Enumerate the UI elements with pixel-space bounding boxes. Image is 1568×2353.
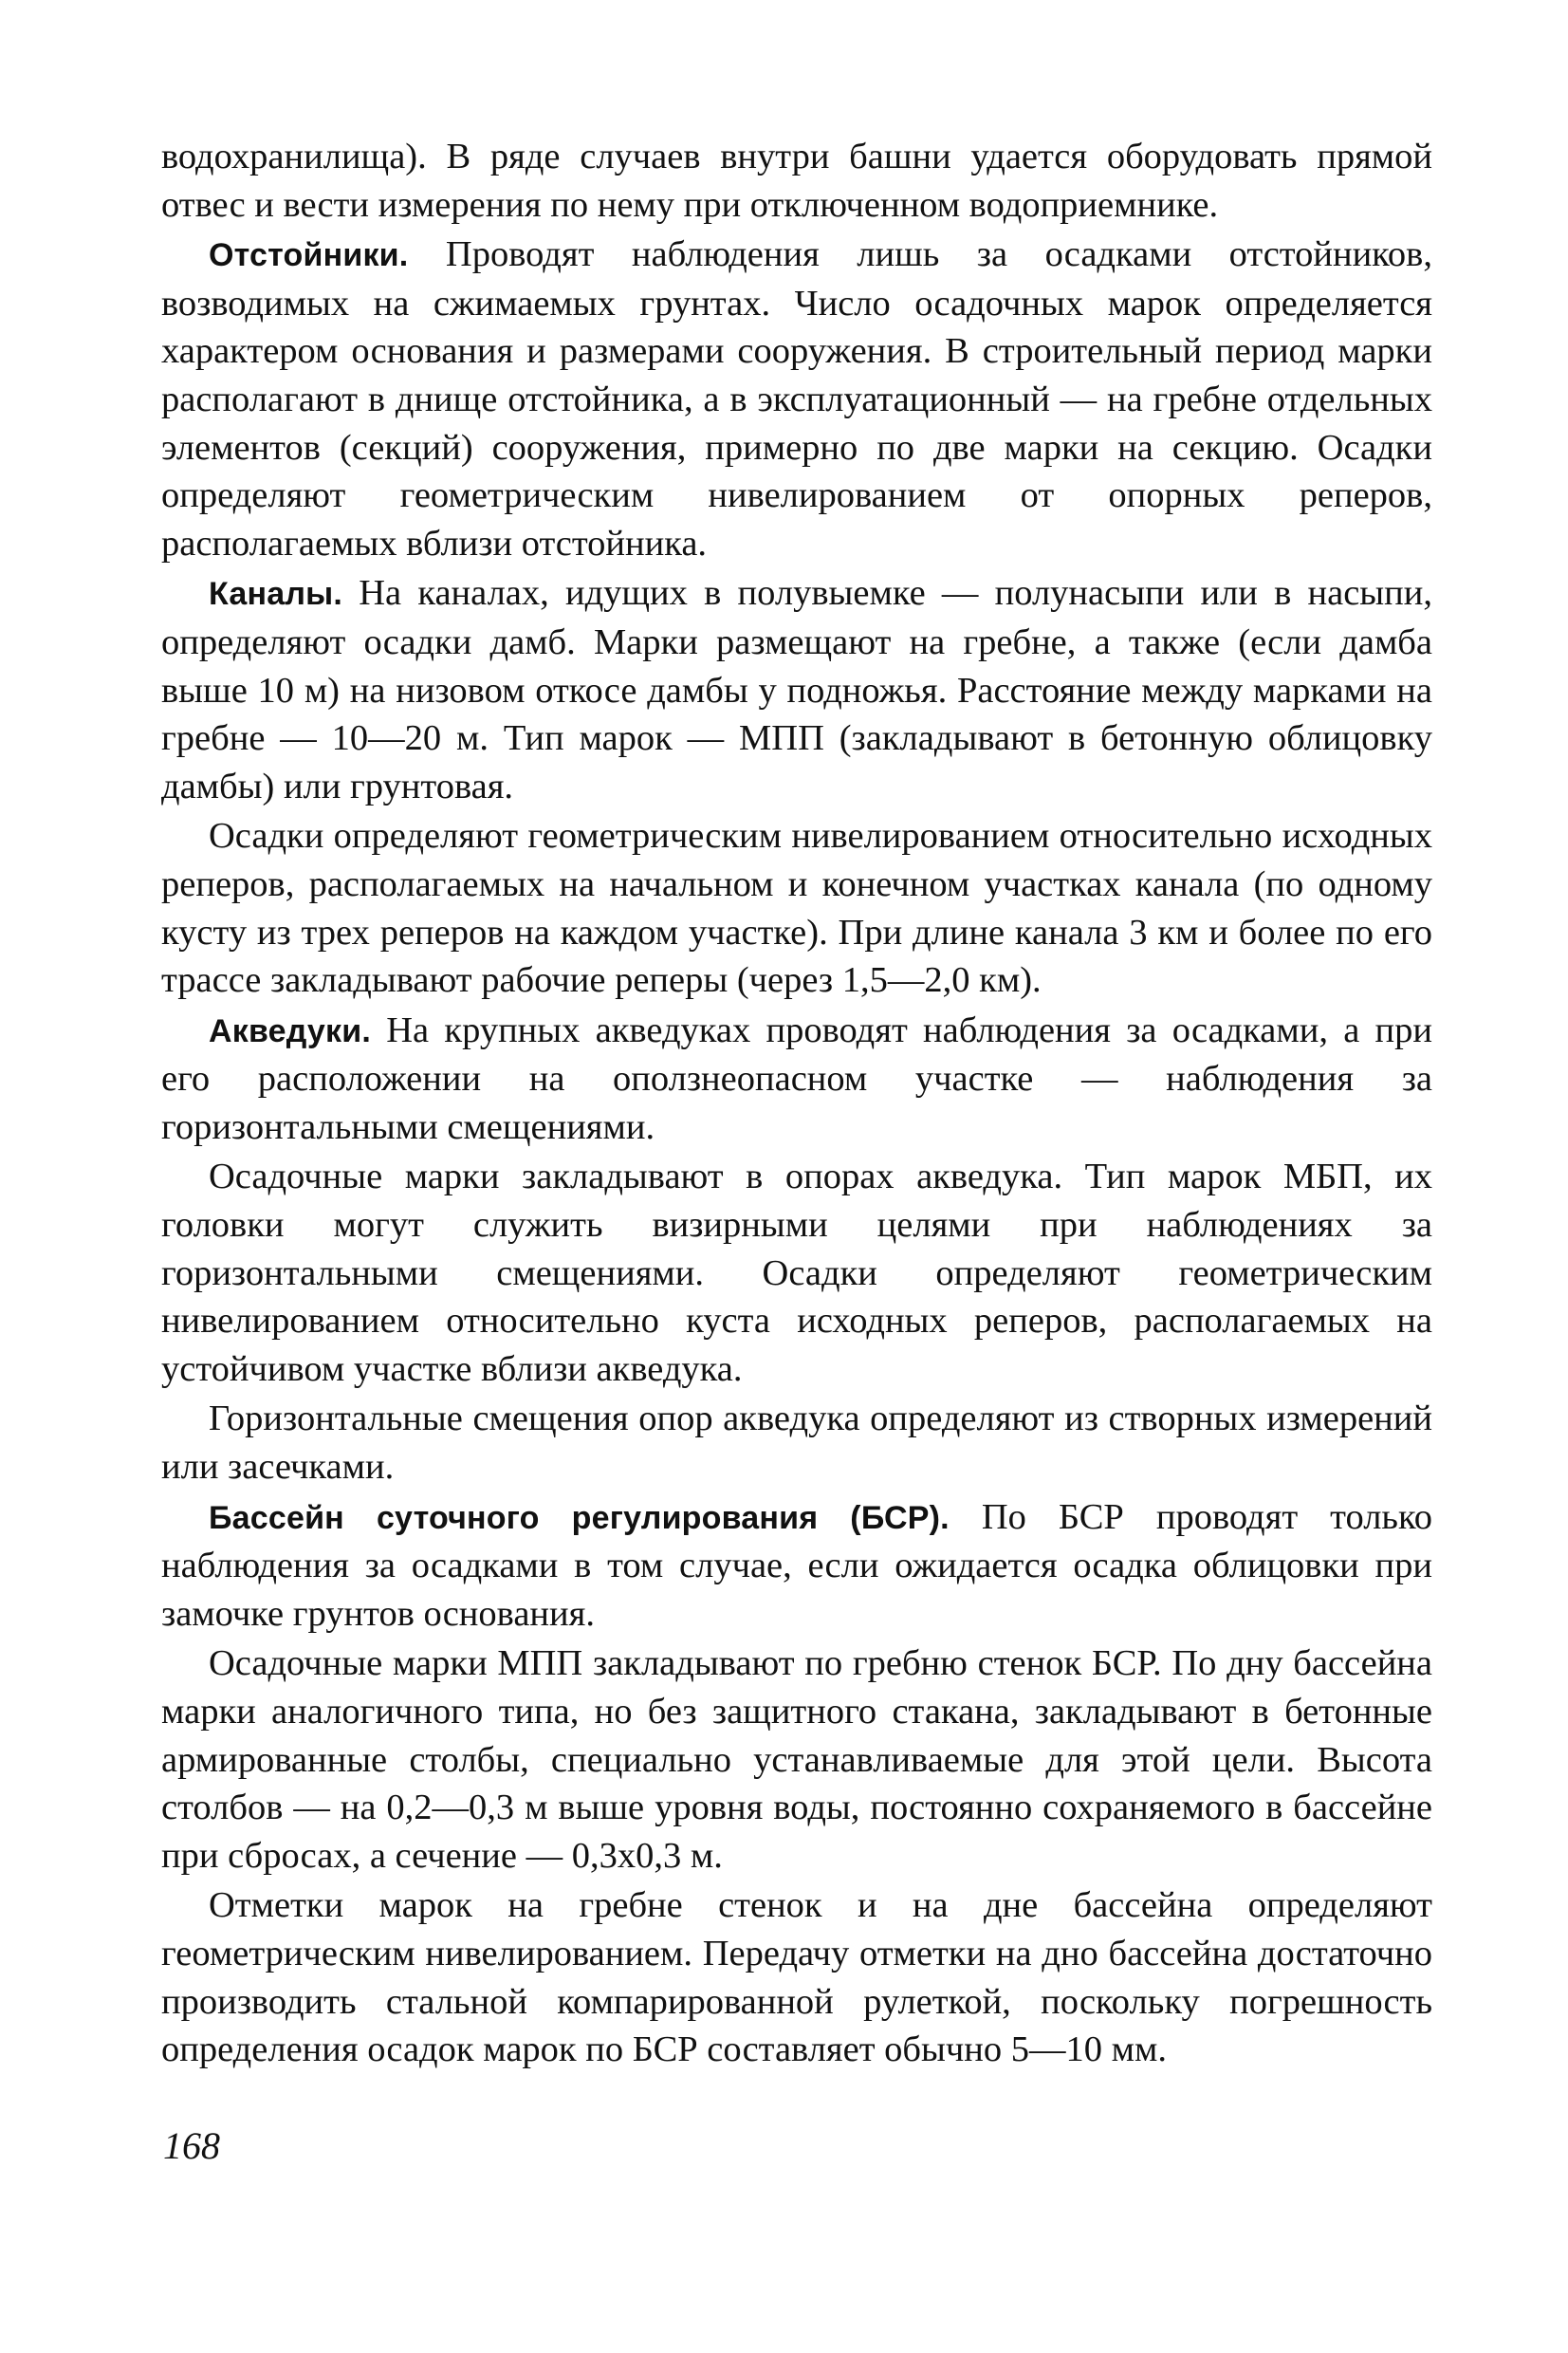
paragraph-aqueduct-displacement	[161, 1395, 1432, 1491]
paragraph-text: По БСР проводят только наблюдения за осадками в том случае, если ожидается осадка облицовки при замочке грунтов основания.	[161, 1496, 1432, 1634]
paragraph-aqueduct-marks	[161, 1153, 1432, 1393]
paragraph-settling-tanks	[161, 231, 1432, 567]
paragraph-aqueducts	[161, 1007, 1432, 1152]
paragraph-text: Проводят наблюдения лишь за осадками отстойников, возводимых на сжимаемых грунтах. Число осадочных марок определяется характером основания и размерами сооружения. В строительный период марки располагают в днище отстойника, а в эксплуатационный — на гребне отдельных элементов (секций) сооружения, примерно по две марки на секцию. Осадки определяют геометрическим нивелированием от опорных реперов, располагаемых вблизи отстойника.	[161, 234, 1432, 564]
paragraph-text: На крупных акведуках проводят наблюдения за осадками, а при его расположении на оползнеопасном участке — наблюдения за горизонтальными смещениями.	[161, 1010, 1432, 1147]
page-body	[161, 133, 1432, 2074]
section-heading-aqueducts: Акведуки.	[209, 1012, 372, 1049]
paragraph-text: Осадочные марки МПП закладывают по гребню стенок БСР. По дну бассейна марки аналогичного типа, но без защитного стакана, закладывают в бетонные армированные столбы, специально устанавливаемые для этой цели. Высота столбов — на 0,2—0,3 м выше уровня воды, постоянно сохраняемого в бассейне при сбросах, а сечение — 0,3х0,3 м.	[161, 1643, 1432, 1876]
section-heading-settling-tanks: Отстойники.	[209, 237, 409, 274]
paragraph-text: водохранилища). В ряде случаев внутри башни удается оборудовать прямой отвес и вести измерения по нему при отключенном водоприемнике.	[161, 137, 1432, 225]
page-number: 168	[163, 2124, 220, 2167]
section-heading-canals: Каналы.	[209, 576, 343, 613]
paragraph-text: Осадочные марки закладывают в опорах акведука. Тип марок МБП, их головки могут служить визирными целями при наблюдениях за горизонтальными смещениями. Осадки определяют геометрическим нивелированием относительно куста исходных реперов, располагаемых на устойчивом участке вблизи акведука.	[161, 1157, 1432, 1389]
paragraph-canals	[161, 569, 1432, 810]
paragraph-text: Осадки определяют геометрическим нивелированием относительно исходных реперов, располагаемых на начальном и конечном участках канала (по одному кусту из трех реперов на каждом участке). При длине канала 3 км и более по его трассе закладывают рабочие реперы (через 1,5—2,0 км).	[161, 816, 1432, 1001]
paragraph-text: Отметки марок на гребне стенок и на дне бассейна определяют геометрическим нивелированием. Передачу отметки на дно бассейна достаточно производить стальной компарированной рулеткой, поскольку погрешность определения осадок марок по БСР составляет обычно 5—10 мм.	[161, 1885, 1432, 2070]
paragraph-basin-marks	[161, 1640, 1432, 1880]
paragraph-daily-basin	[161, 1493, 1432, 1639]
section-heading-daily-basin: Бассейн суточного регулирования (БСР).	[209, 1499, 950, 1536]
paragraph-basin-levelling	[161, 1881, 1432, 2073]
paragraph-continuation	[161, 133, 1432, 229]
paragraph-text: Горизонтальные смещения опор акведука определяют из створных измерений или засечками.	[161, 1399, 1432, 1488]
paragraph-text: На каналах, идущих в полувыемке — полунасыпи или в насыпи, определяют осадки дамб. Марки размещают на гребне, а также (если дамба выше 10 м) на низовом откосе дамбы у подножья. Расстояние между марками на гребне — 10—20 м. Тип марок — МПП (закладывают в бетонную облицовку дамбы) или грунтовая.	[161, 573, 1432, 806]
paragraph-canal-settlement	[161, 812, 1432, 1004]
